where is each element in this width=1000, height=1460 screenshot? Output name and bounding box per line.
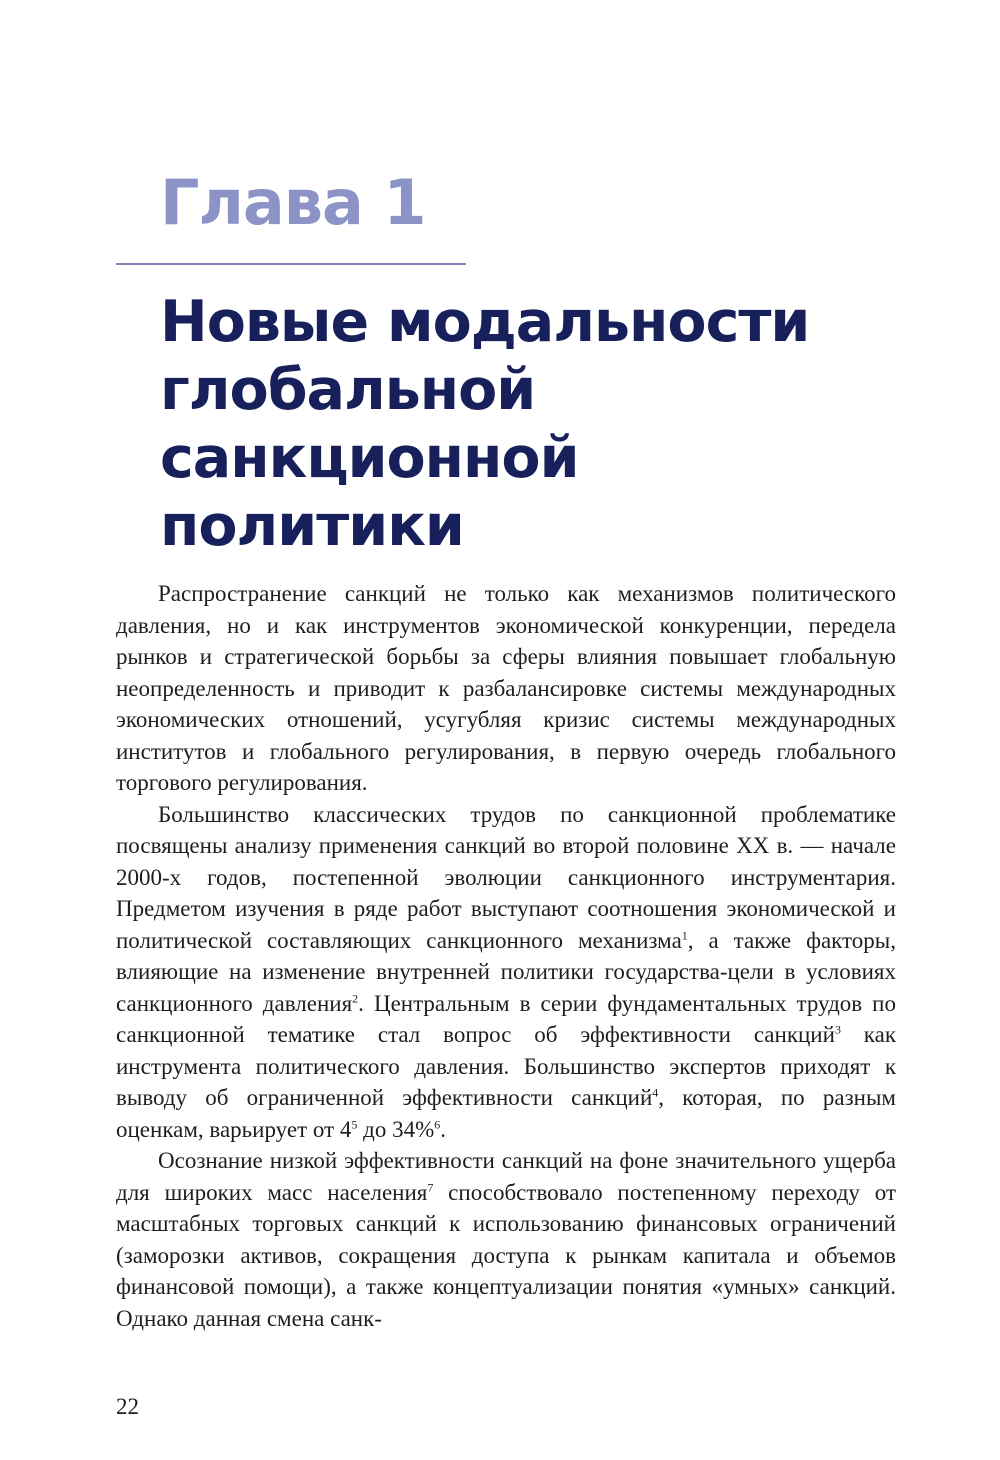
- footnote-marker: 5: [351, 1116, 358, 1131]
- paragraph-text: . Центральным в серии фундаментальных трудов по санкционной тематике стал вопрос об эффективности санкций: [116, 990, 896, 1047]
- paragraph-text: .: [440, 1116, 447, 1142]
- body-text: [116, 578, 896, 1334]
- paragraph-text: как инструмента политического давления. Большинство экспертов приходят к выводу об ограниченной эффективности санкций: [116, 1022, 896, 1110]
- chapter-title: [160, 288, 960, 560]
- footnote-marker: 3: [834, 1022, 841, 1037]
- chapter-label: Глава 1: [160, 166, 426, 239]
- chapter-title-line: глобальной санкционной: [160, 357, 579, 491]
- footnote-marker: 4: [652, 1085, 659, 1100]
- paragraph-text: , а также факторы, влияющие на изменение внутренней политики государства-цели в условиях санкционного давления: [116, 927, 896, 1016]
- paragraph-text: способствовало постепенному переходу от масштабных торговых санкций к использованию финансовых ограничений (заморозки активов, сокращения доступа к рынкам капитала и объемов финансовой помощи), а также концептуализации понятия «умных» санкций. Однако данная смена санк-: [116, 1179, 896, 1331]
- chapter-divider: [116, 263, 466, 265]
- chapter-title-line: Новые модальности: [160, 289, 810, 355]
- paragraph-text: Распространение санкций не только как механизмов политического давления, но и как инструментов экономической конкуренции, передела рынков и стратегической борьбы за сферы влияния повышает глобальную неопределенность и приводит к разбалансировке системы международных экономических отношений, усугубляя кризис системы международных институтов и глобального регулирования, в первую очередь глобального торгового регулирования.: [116, 581, 896, 795]
- footnote-marker: 6: [434, 1116, 441, 1131]
- paragraph: [116, 799, 896, 1146]
- paragraph: [116, 578, 896, 799]
- paragraph: [116, 1145, 896, 1334]
- paragraph-text: , которая, по разным оценкам, варьирует от 4: [116, 1085, 896, 1142]
- page-number: 22: [116, 1394, 139, 1419]
- footnote-marker: 2: [352, 990, 359, 1005]
- paragraph-text: Большинство классических трудов по санкционной проблематике посвящены анализу применения санкций во второй половине XX в. — начале 2000-х годов, постепенной эволюции санкционного инструментария. Предметом изучения в ряде работ выступают соотношения экономической и политической составляющих санкционного механизма: [116, 801, 896, 953]
- chapter-title-line: политики: [160, 493, 464, 559]
- paragraph-text: Осознание низкой эффективности санкций на фоне значительного ущерба для широких масс населения: [116, 1148, 896, 1205]
- footnote-marker: 1: [681, 927, 688, 942]
- footnote-marker: 7: [427, 1179, 434, 1194]
- paragraph-text: до 34%: [357, 1116, 435, 1142]
